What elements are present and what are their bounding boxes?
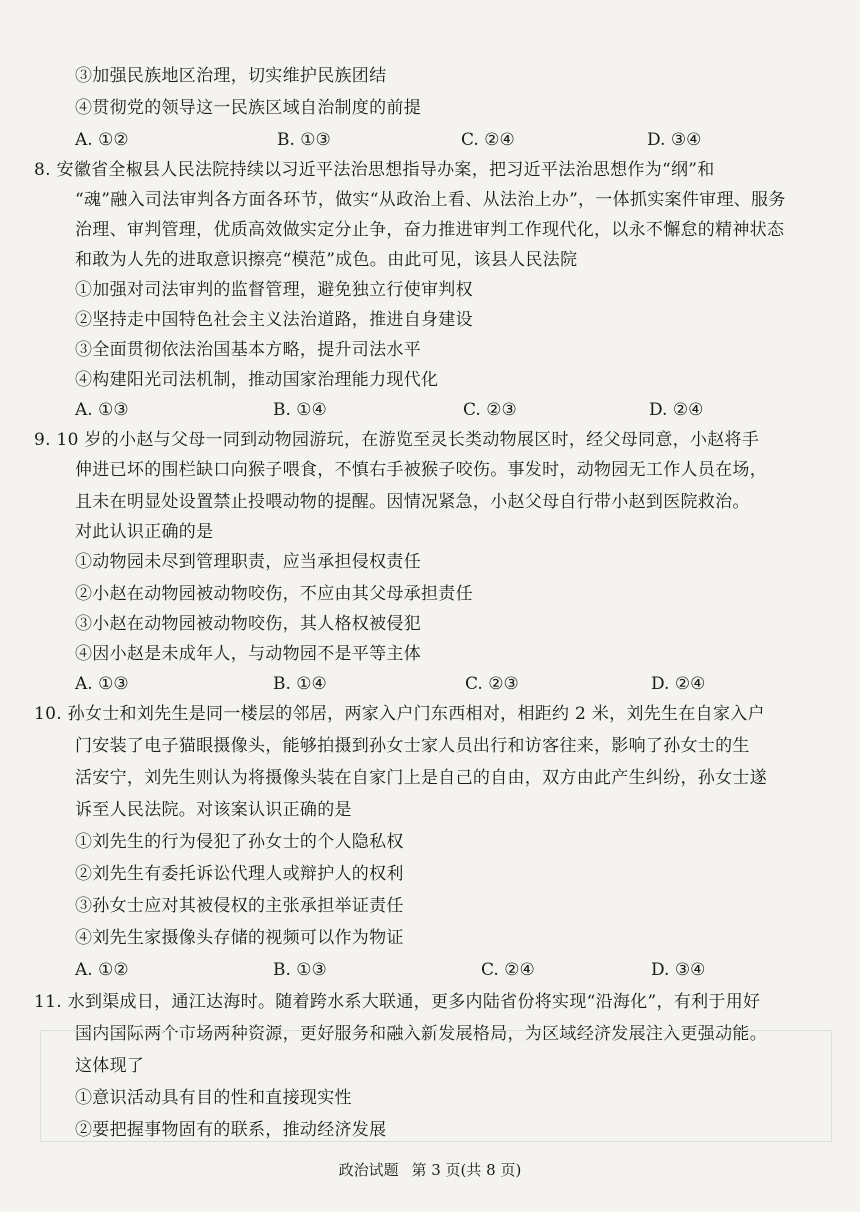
- footer-page-number: 第 3 页(共 8 页): [411, 1161, 522, 1179]
- q9-stem-line-2: 伸进已坏的围栏缺口向猴子喂食，不慎右手被猴子咬伤。事发时，动物园无工作人员在场，: [75, 460, 767, 480]
- q7-item-4: ④贯彻党的领导这一民族区域自治制度的前提: [75, 98, 421, 118]
- q11-stem-line-3: 这体现了: [75, 1056, 145, 1076]
- q8-stem-line-2: “魂”融入司法审判各方面各环节，做实“从政治上看、从法治上办”，一体抓实案件审理、服务: [75, 190, 786, 210]
- q10-item-4: ④刘先生家摄像头存储的视频可以作为物证: [75, 928, 404, 948]
- q10-stem-line-1: 10. 孙女士和刘先生是同一楼层的邻居，两家入户门东西相对，相距约 2 米，刘先生在自家入户: [34, 704, 765, 724]
- q8-option-c: C. ②③: [463, 400, 517, 420]
- q10-option-b: B. ①③: [273, 960, 327, 980]
- q8-stem-line-4: 和敢为人先的进取意识擦亮“模范”成色。由此可见，该县人民法院: [75, 250, 578, 270]
- bleed-through-frame: [40, 1030, 832, 1142]
- q8-item-4: ④构建阳光司法机制，推动国家治理能力现代化: [75, 370, 439, 390]
- q8-item-3: ③全面贯彻依法治国基本方略，提升司法水平: [75, 340, 421, 360]
- q8-stem-line-1: 8. 安徽省全椒县人民法院持续以习近平法治思想指导办案，把习近平法治思想作为“纲”和: [34, 160, 715, 180]
- q9-stem-line-1: 9. 10 岁的小赵与父母一同到动物园游玩，在游览至灵长类动物展区时，经父母同意，小赵将手: [34, 430, 760, 450]
- q7-option-d: D. ③④: [647, 130, 702, 150]
- q9-option-d: D. ②④: [651, 674, 706, 694]
- q9-option-a: A. ①③: [75, 674, 129, 694]
- q10-stem-line-4: 诉至人民法院。对该案认识正确的是: [75, 800, 352, 820]
- q8-option-a: A. ①③: [75, 400, 129, 420]
- q9-option-c: C. ②③: [465, 674, 519, 694]
- q10-item-2: ②刘先生有委托诉讼代理人或辩护人的权利: [75, 864, 404, 884]
- q10-stem-line-2: 门安装了电子猫眼摄像头，能够拍摄到孙女士家人员出行和访客往来，影响了孙女士的生: [75, 736, 750, 756]
- q10-option-d: D. ③④: [651, 960, 706, 980]
- q11-item-2: ②要把握事物固有的联系，推动经济发展: [75, 1120, 387, 1140]
- q7-item-3: ③加强民族地区治理，切实维护民族团结: [75, 66, 387, 86]
- q9-item-1: ①动物园未尽到管理职责，应当承担侵权责任: [75, 552, 421, 572]
- q7-option-b: B. ①③: [277, 130, 331, 150]
- q11-item-1: ①意识活动具有目的性和直接现实性: [75, 1088, 352, 1108]
- q10-option-c: C. ②④: [481, 960, 535, 980]
- page-footer: [0, 1160, 860, 1180]
- q9-options: [75, 672, 775, 696]
- q9-item-4: ④因小赵是未成年人，与动物园不是平等主体: [75, 644, 421, 664]
- q11-stem-line-1: 11. 水到渠成日，通江达海时。随着跨水系大联通，更多内陆省份将实现“沿海化”，有利于用好: [34, 992, 761, 1012]
- q8-options: [75, 398, 775, 422]
- q9-option-b: B. ①④: [273, 674, 327, 694]
- q10-option-a: A. ①②: [75, 960, 129, 980]
- q10-item-3: ③孙女士应对其被侵权的主张承担举证责任: [75, 896, 404, 916]
- q8-stem-line-3: 治理、审判管理，优质高效做实定分止争，奋力推进审判工作现代化，以永不懈怠的精神状态: [75, 220, 785, 240]
- q9-stem-line-3: 且未在明显处设置禁止投喂动物的提醒。因情况紧急，小赵父母自行带小赵到医院救治。: [75, 492, 750, 512]
- q10-options: [75, 958, 775, 982]
- q10-stem-line-3: 活安宁，刘先生则认为将摄像头装在自家门上是自己的自由，双方由此产生纠纷，孙女士遂: [75, 768, 767, 788]
- q10-item-1: ①刘先生的行为侵犯了孙女士的个人隐私权: [75, 832, 404, 852]
- q11-stem-line-2: 国内国际两个市场两种资源，更好服务和融入新发展格局，为区域经济发展注入更强动能。: [75, 1024, 767, 1044]
- q8-item-1: ①加强对司法审判的监督管理，避免独立行使审判权: [75, 280, 473, 300]
- q7-option-a: A. ①②: [75, 130, 129, 150]
- q7-option-c: C. ②④: [461, 130, 515, 150]
- footer-subject: 政治试题: [338, 1161, 399, 1179]
- q9-stem-line-4: 对此认识正确的是: [75, 522, 214, 542]
- q8-item-2: ②坚持走中国特色社会主义法治道路，推进自身建设: [75, 310, 473, 330]
- q9-item-3: ③小赵在动物园被动物咬伤，其人格权被侵犯: [75, 614, 421, 634]
- q7-options: [75, 128, 775, 152]
- q8-option-d: D. ②④: [649, 400, 704, 420]
- q9-item-2: ②小赵在动物园被动物咬伤，不应由其父母承担责任: [75, 584, 473, 604]
- q8-option-b: B. ①④: [273, 400, 327, 420]
